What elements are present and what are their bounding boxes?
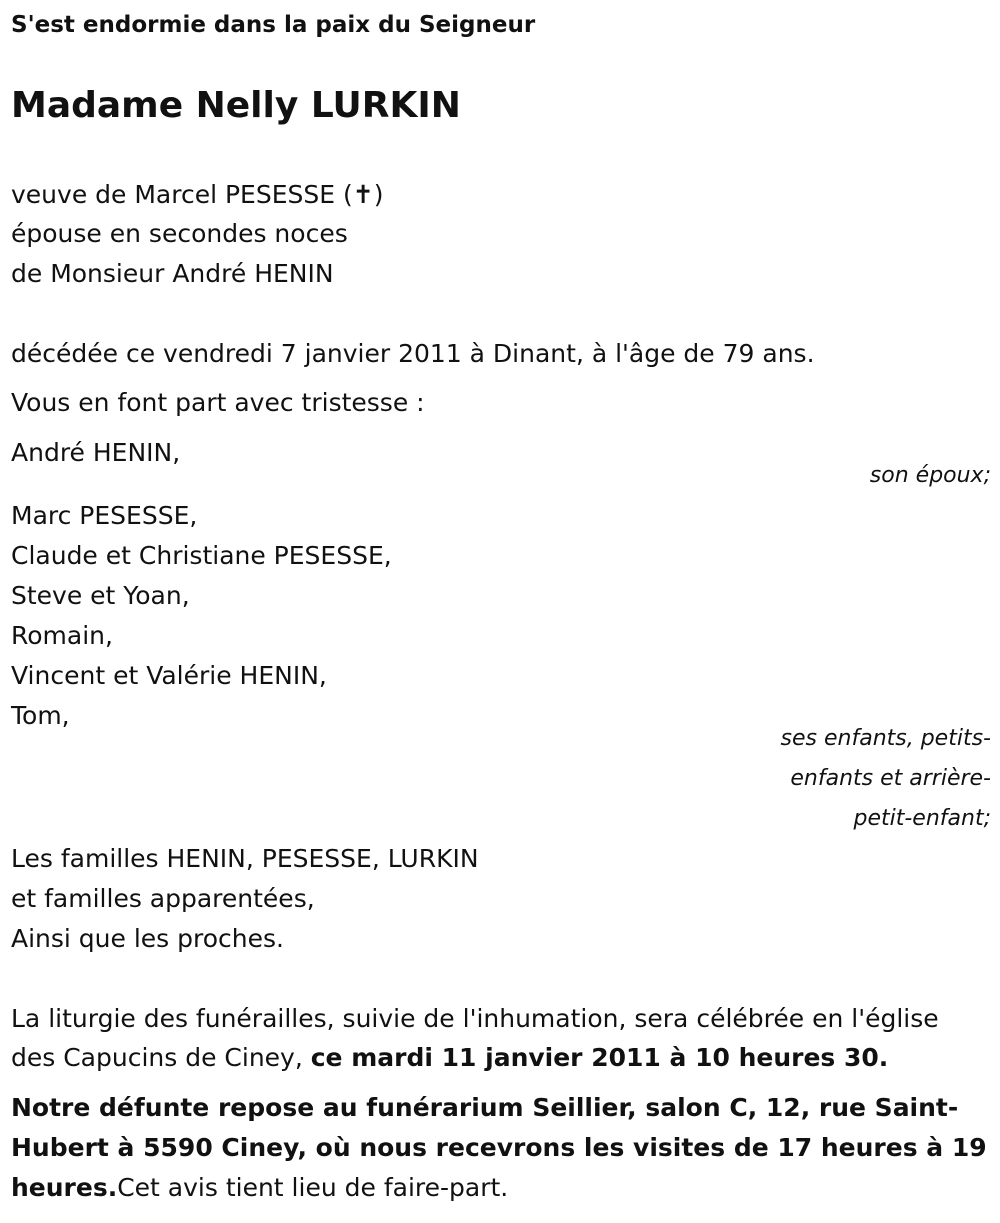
child-name: Marc PESESSE,: [11, 501, 198, 530]
families-line: Ainsi que les proches.: [11, 924, 284, 953]
child-name: Claude et Christiane PESESSE,: [11, 541, 392, 570]
rest-line: Hubert à 5590 Ciney, où nous recevrons les visites de 17 heures à 19: [11, 1133, 987, 1162]
children-relation: enfants et arrière-: [790, 766, 991, 791]
spouse-name: André HENIN,: [11, 438, 181, 467]
spouse-relation: son époux;: [869, 463, 991, 488]
death-line: décédée ce vendredi 7 janvier 2011 à Dinant, à l'âge de 79 ans.: [11, 339, 815, 368]
deceased-name: Madame Nelly LURKIN: [11, 85, 461, 126]
intro-text: S'est endormie dans la paix du Seigneur: [11, 12, 536, 38]
rest-hours: heures.: [11, 1173, 118, 1202]
status-line: épouse en secondes noces: [11, 219, 348, 248]
status-line: de Monsieur André HENIN: [11, 259, 334, 288]
child-name: Tom,: [11, 701, 70, 730]
children-relation: petit-enfant;: [853, 806, 991, 831]
rest-line: [11, 1173, 508, 1203]
rest-line: Notre défunte repose au funérarium Seillier, salon C, 12, rue Saint-: [11, 1093, 959, 1122]
child-name: Romain,: [11, 621, 113, 650]
closing-note: Cet avis tient lieu de faire-part.: [117, 1173, 509, 1202]
announce-line: Vous en font part avec tristesse :: [11, 388, 425, 417]
families-line: Les familles HENIN, PESESSE, LURKIN: [11, 844, 479, 873]
funeral-date: ce mardi 11 janvier 2011 à 10 heures 30.: [310, 1043, 889, 1072]
children-relation: ses enfants, petits-: [780, 726, 991, 751]
funeral-line: [11, 1043, 888, 1073]
funeral-location: des Capucins de Ciney,: [11, 1043, 311, 1072]
funeral-line: La liturgie des funérailles, suivie de l'inhumation, sera célébrée en l'église: [11, 1004, 939, 1033]
child-name: Steve et Yoan,: [11, 581, 190, 610]
child-name: Vincent et Valérie HENIN,: [11, 661, 327, 690]
families-line: et familles apparentées,: [11, 884, 315, 913]
status-line: veuve de Marcel PESESSE (✝): [11, 180, 384, 209]
